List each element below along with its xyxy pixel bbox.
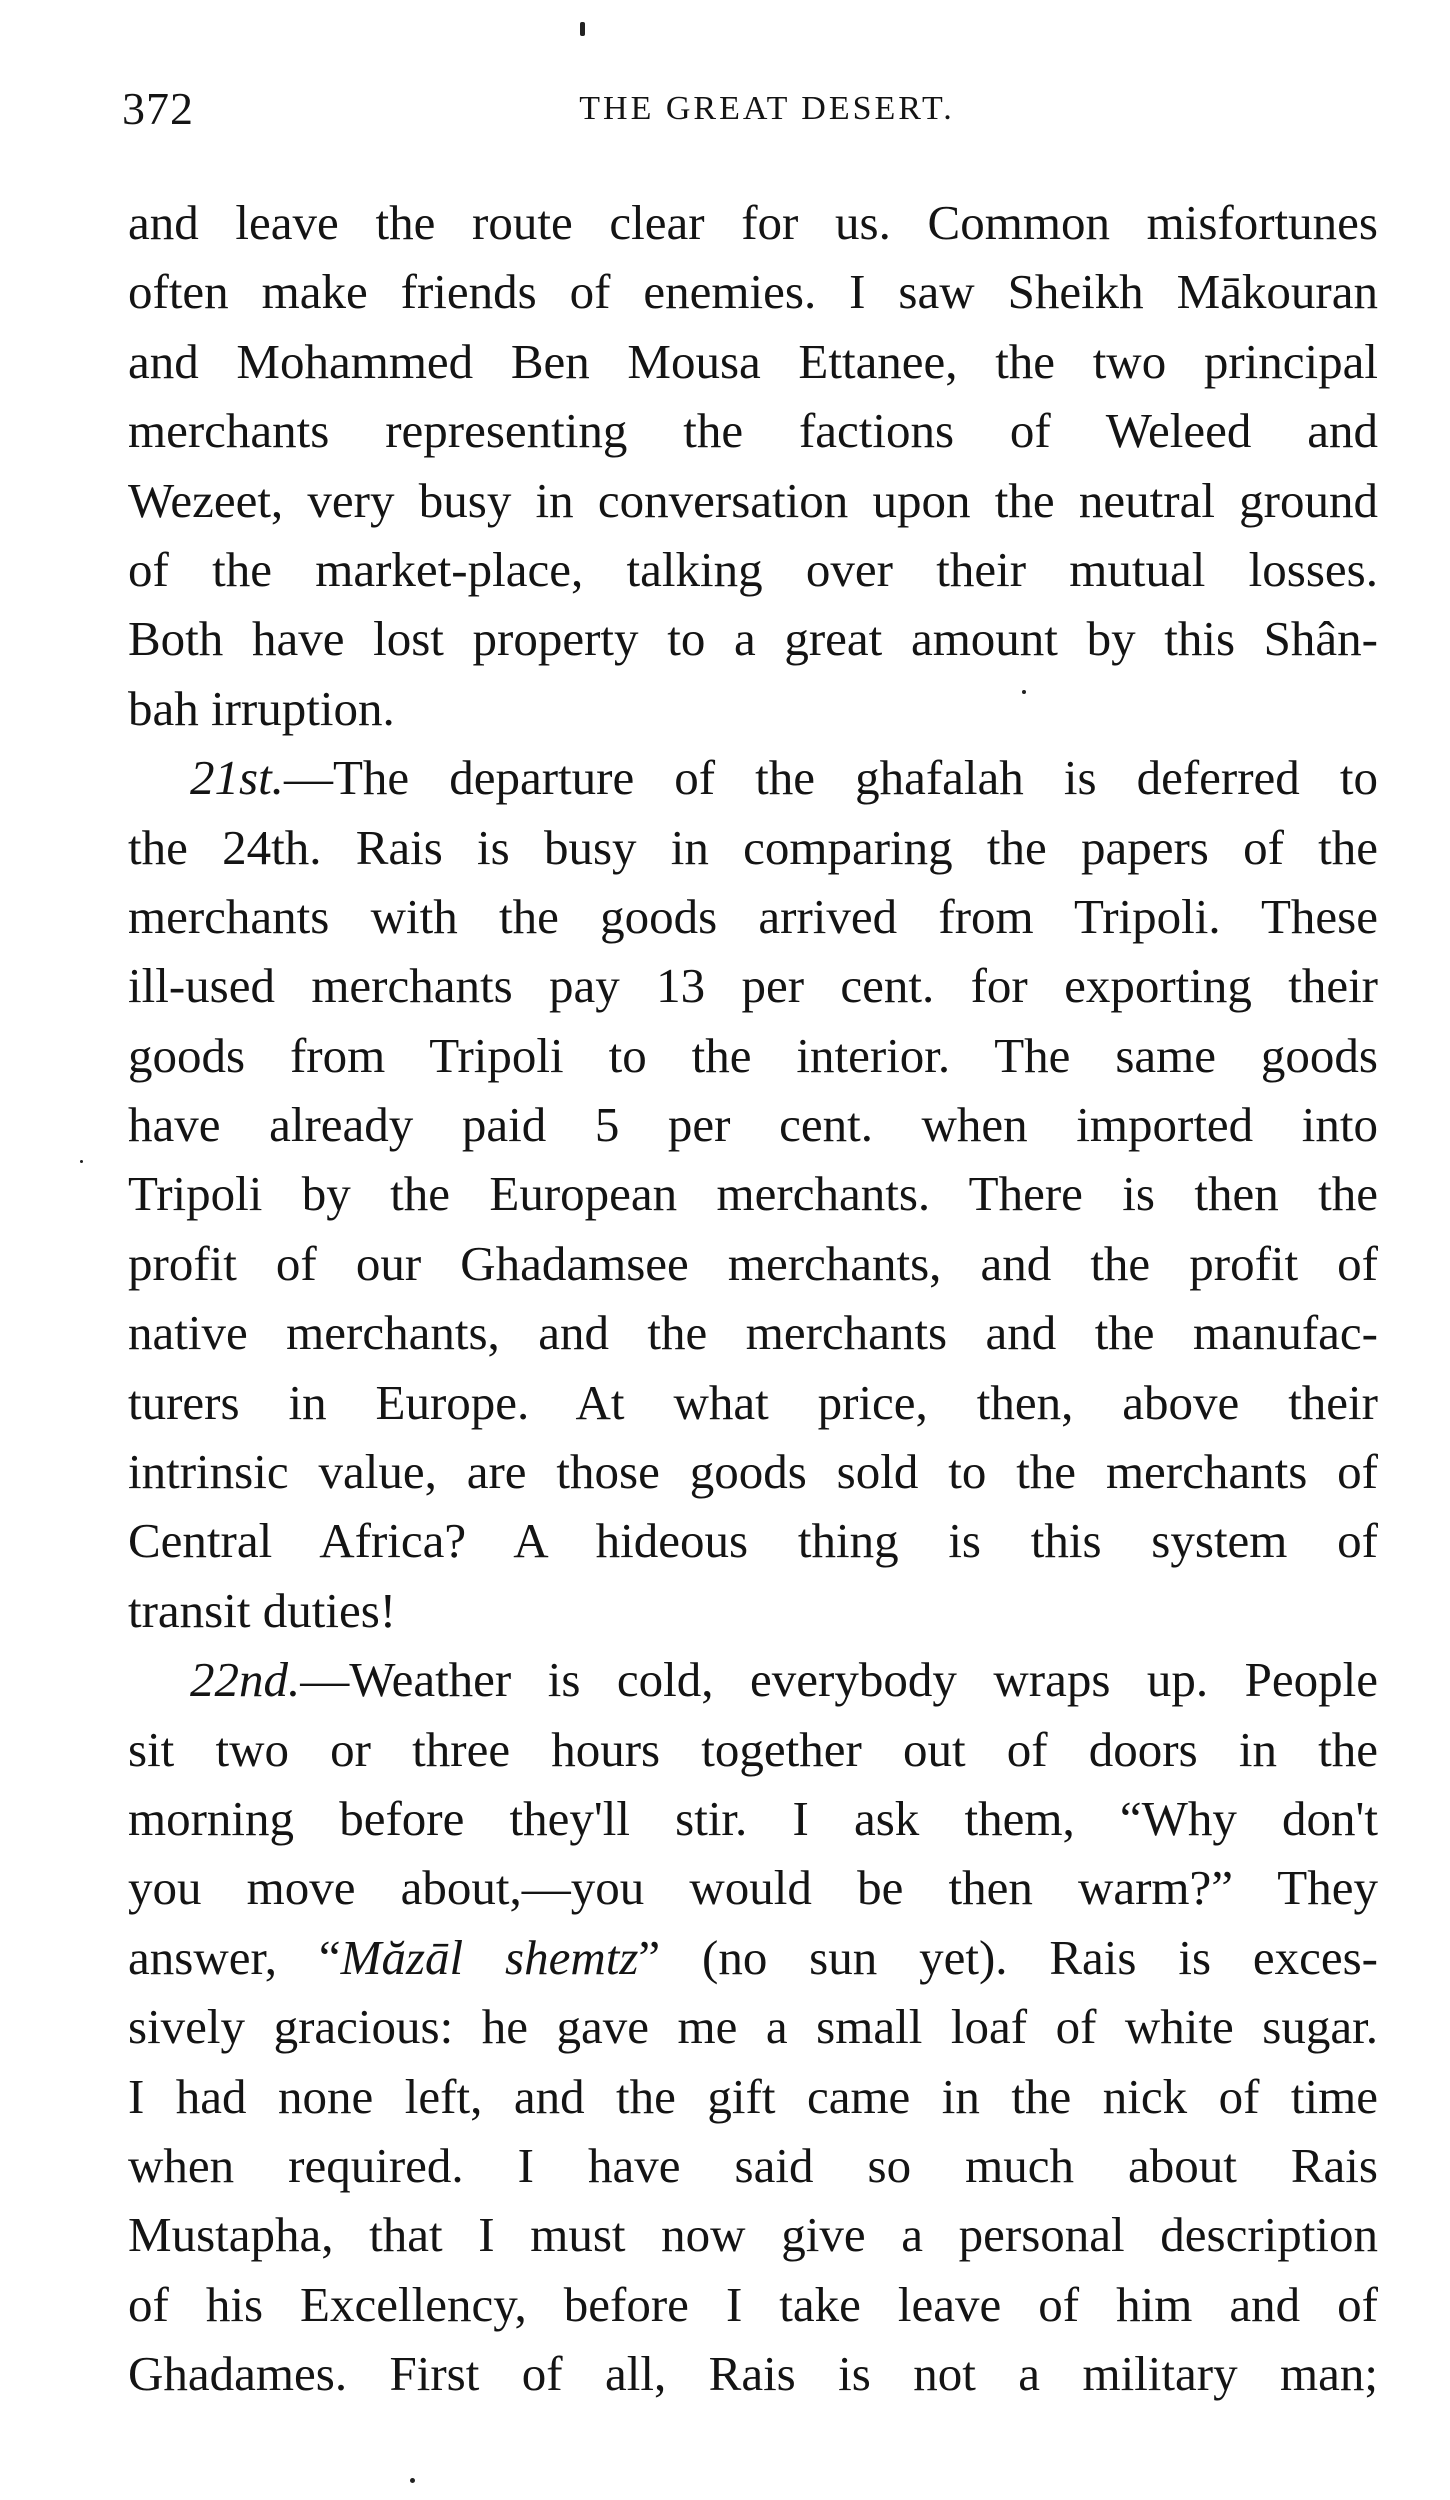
body-text: [128, 188, 1378, 2409]
text-line: and Mohammed Ben Mousa Ettanee, the two principal: [128, 333, 1378, 389]
text-line: merchants representing the factions of Weleed and: [128, 403, 1378, 459]
print-speck: [410, 2478, 415, 2483]
text-line: Both have lost property to a great amount by this Shân-: [128, 611, 1378, 667]
text-line-date-22: [128, 1645, 1378, 1714]
text-line: ill-used merchants pay 13 per cent. for exporting their: [128, 958, 1378, 1014]
text-line: Tripoli by the European merchants. There is then the: [128, 1166, 1378, 1222]
text-line: intrinsic value, are those goods sold to the merchants of: [128, 1444, 1378, 1500]
text-line: bah irruption.: [128, 680, 395, 736]
text-line: merchants with the goods arrived from Tripoli. These: [128, 888, 1378, 944]
print-speck: [80, 1160, 83, 1163]
text-line: Wezeet, very busy in conversation upon the neutral ground: [128, 472, 1378, 528]
text-line: when required. I have said so much about Rais: [128, 2137, 1378, 2193]
text-line: have already paid 5 per cent. when imported into: [128, 1097, 1378, 1153]
text-line: sit two or three hours together out of doors in the: [128, 1721, 1378, 1777]
print-speck: [1022, 690, 1026, 694]
text-line: turers in Europe. At what price, then, above their: [128, 1374, 1378, 1430]
text-line: and leave the route clear for us. Common misfortunes: [128, 195, 1378, 250]
text-line-content: —The departure of the ghafalah is deferred to: [283, 750, 1378, 806]
text-line: the 24th. Rais is busy in comparing the papers of the: [128, 819, 1378, 875]
text-line: profit of our Ghadamsee merchants, and the profit of: [128, 1235, 1378, 1291]
text-line: morning before they'll stir. I ask them, “Why don't: [128, 1790, 1378, 1846]
text-line: goods from Tripoli to the interior. The same goods: [128, 1027, 1378, 1083]
text-line-content: —Weather is cold, everybody wraps up. People: [300, 1652, 1378, 1708]
text-line: Mustapha, that I must now give a personal description: [128, 2207, 1378, 2263]
date-22nd: 22nd.: [190, 1652, 301, 1708]
text-line: transit duties!: [128, 1582, 397, 1638]
arabic-phrase: Măzāl shemtz: [340, 1929, 639, 1985]
text-line-end: ” (no sun yet). Rais is exces-: [638, 1929, 1378, 1985]
page-number: 372: [122, 83, 194, 134]
text-line: Ghadames. First of all, Rais is not a military man;: [128, 2346, 1378, 2402]
text-line: sively gracious: he gave me a small loaf of white sugar.: [128, 1999, 1378, 2055]
text-line: often make friends of enemies. I saw Sheikh Mākouran: [128, 264, 1378, 320]
text-line: you move about,—you would be then warm?” They: [128, 1860, 1378, 1916]
text-line: of his Excellency, before I take leave of him and of: [128, 2276, 1378, 2332]
date-21st: 21st.: [190, 750, 284, 806]
text-line: native merchants, and the merchants and the manufac-: [128, 1305, 1378, 1361]
text-line-start: answer, “: [128, 1929, 341, 1985]
text-line: of the market-place, talking over their mutual losses.: [128, 541, 1378, 597]
text-line: I had none left, and the gift came in the nick of time: [128, 2068, 1378, 2124]
text-line-date-21: [128, 743, 1378, 812]
text-line-arabic: [128, 1923, 1378, 1992]
running-head: [122, 82, 1372, 142]
print-speck: [580, 22, 585, 36]
running-title: THE GREAT DESERT.: [579, 90, 955, 127]
text-line: Central Africa? A hideous thing is this system of: [128, 1513, 1378, 1569]
